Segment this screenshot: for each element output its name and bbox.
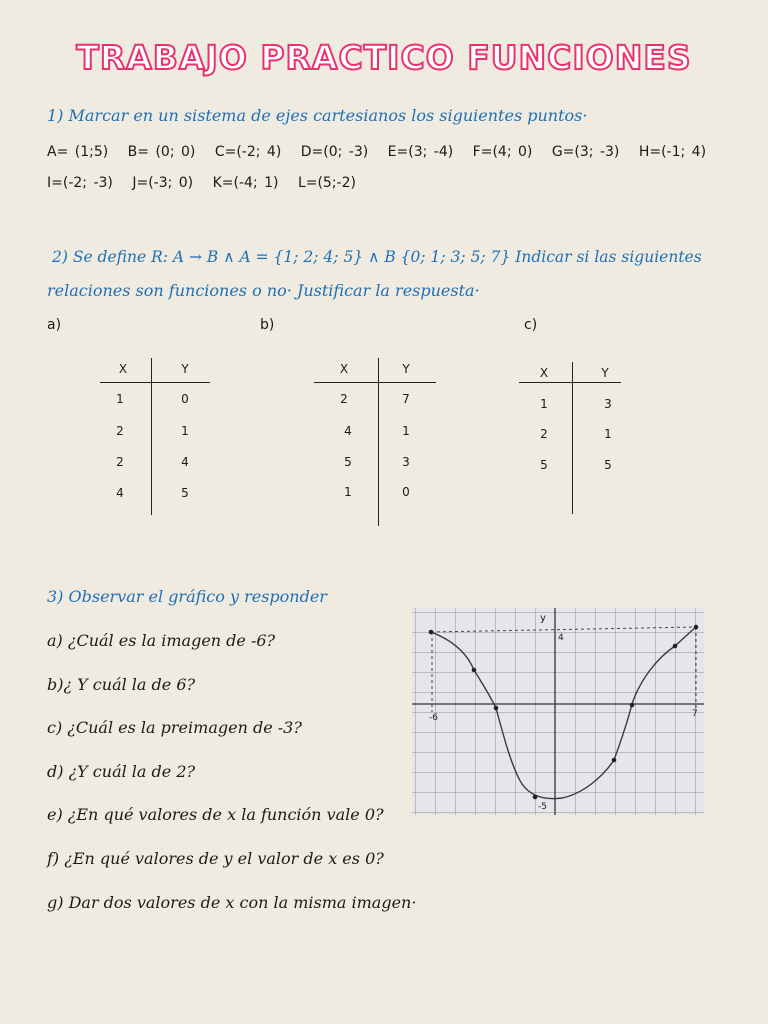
question-2-line-1: 2) Se define R: A → B ∧ A = {1; 2; 4; 5} ∧ B {0; 1; 3; 5; 7} Indicar si las siguientes (52, 248, 702, 266)
point-d: D=(0; -3) (300, 144, 369, 160)
question-3-item-g: g) Dar dos valores de x con la misma imagen· (47, 893, 417, 912)
table-a-cell-x: 2 (116, 455, 124, 469)
table-c-column-rule (572, 362, 573, 514)
table-c-cell-x: 5 (540, 458, 548, 472)
table-b-cell-x: 2 (340, 392, 348, 406)
table-c-cell-y: 3 (604, 397, 612, 411)
table-a-cell-y: 5 (181, 486, 189, 500)
point-h: H=(-1; 4) (638, 144, 707, 160)
function-graph-image (412, 608, 704, 815)
point-a: A= (1;5) (47, 144, 109, 160)
point-f: F=(4; 0) (472, 144, 533, 160)
table-c-label: c) (524, 317, 538, 333)
question-3-title: 3) Observar el gráfico y responder (47, 587, 327, 606)
table-a-cell-y: 4 (181, 455, 189, 469)
table-c-header-x: X (539, 366, 549, 380)
table-b-label: b) (260, 317, 275, 333)
curve-point (694, 625, 699, 630)
table-a-cell-x: 1 (116, 392, 124, 406)
table-a-cell-x: 2 (116, 424, 124, 438)
table-c-cell-y: 1 (604, 427, 612, 441)
table-a-cell-x: 4 (116, 486, 124, 500)
table-a-cell-y: 1 (181, 424, 189, 438)
table-c-cell-y: 5 (604, 458, 612, 472)
point-b: B= (0; 0) (127, 144, 196, 160)
table-b-cell-y: 0 (402, 485, 410, 499)
label-neg6: -6 (429, 713, 438, 723)
question-3-item-f: f) ¿En qué valores de y el valor de x es 0? (47, 849, 384, 868)
table-b-cell-y: 1 (402, 424, 410, 438)
points-row-1 (47, 144, 719, 160)
question-3-item-e: e) ¿En qué valores de x la función vale 0? (47, 805, 384, 824)
point-j: J=(-3; 0) (132, 175, 194, 191)
label-7: 7 (692, 709, 698, 719)
question-3-item-c: c) ¿Cuál es la preimagen de -3? (47, 718, 302, 737)
table-b-column-rule (378, 358, 379, 526)
curve-point (612, 758, 617, 763)
table-a-header-y: Y (181, 362, 189, 376)
table-b-cell-y: 7 (402, 392, 410, 406)
question-2-line-2: relaciones son funciones o no· Justificar la respuesta· (47, 281, 480, 300)
question-3-item-a: a) ¿Cuál es la imagen de -6? (47, 631, 276, 650)
table-c-header-y: Y (601, 366, 609, 380)
table-b-cell-x: 1 (344, 485, 352, 499)
table-c-cell-x: 2 (540, 427, 548, 441)
label-neg5: -5 (538, 802, 547, 812)
curve-point (494, 706, 499, 711)
question-3-item-d: d) ¿Y cuál la de 2? (47, 762, 196, 781)
table-c-cell-x: 1 (540, 397, 548, 411)
curve-point (630, 703, 635, 708)
curve-point (673, 644, 678, 649)
curve-point (429, 630, 434, 635)
table-b-header-y: Y (402, 362, 410, 376)
table-b-cell-x: 5 (344, 455, 352, 469)
table-b-header-x: X (339, 362, 349, 376)
question-3-item-b: b)¿ Y cuál la de 6? (47, 675, 196, 694)
table-a-column-rule (151, 358, 152, 515)
table-a-label: a) (47, 317, 62, 333)
page-title: TRABAJO PRACTICO FUNCIONES (76, 38, 692, 77)
table-b-header-rule (314, 382, 436, 383)
y-axis-label: y (540, 613, 546, 624)
table-b-cell-y: 3 (402, 455, 410, 469)
point-i: I=(-2; -3) (47, 175, 113, 191)
curve-point (472, 668, 477, 673)
table-c-header-rule (519, 382, 621, 383)
table-b-cell-x: 4 (344, 424, 352, 438)
point-k: K=(-4; 1) (212, 175, 279, 191)
question-1: 1) Marcar en un sistema de ejes cartesianos los siguientes puntos· (47, 106, 588, 125)
point-l: L=(5;-2) (297, 175, 356, 191)
point-e: E=(3; -4) (387, 144, 454, 160)
label-4: 4 (558, 633, 564, 643)
curve-point (533, 795, 538, 800)
points-row-2 (47, 175, 369, 191)
point-c: C=(-2; 4) (214, 144, 282, 160)
point-g: G=(3; -3) (551, 144, 620, 160)
table-a-header-x: X (118, 362, 128, 376)
table-a-header-rule (100, 382, 210, 383)
table-a-cell-y: 0 (181, 392, 189, 406)
